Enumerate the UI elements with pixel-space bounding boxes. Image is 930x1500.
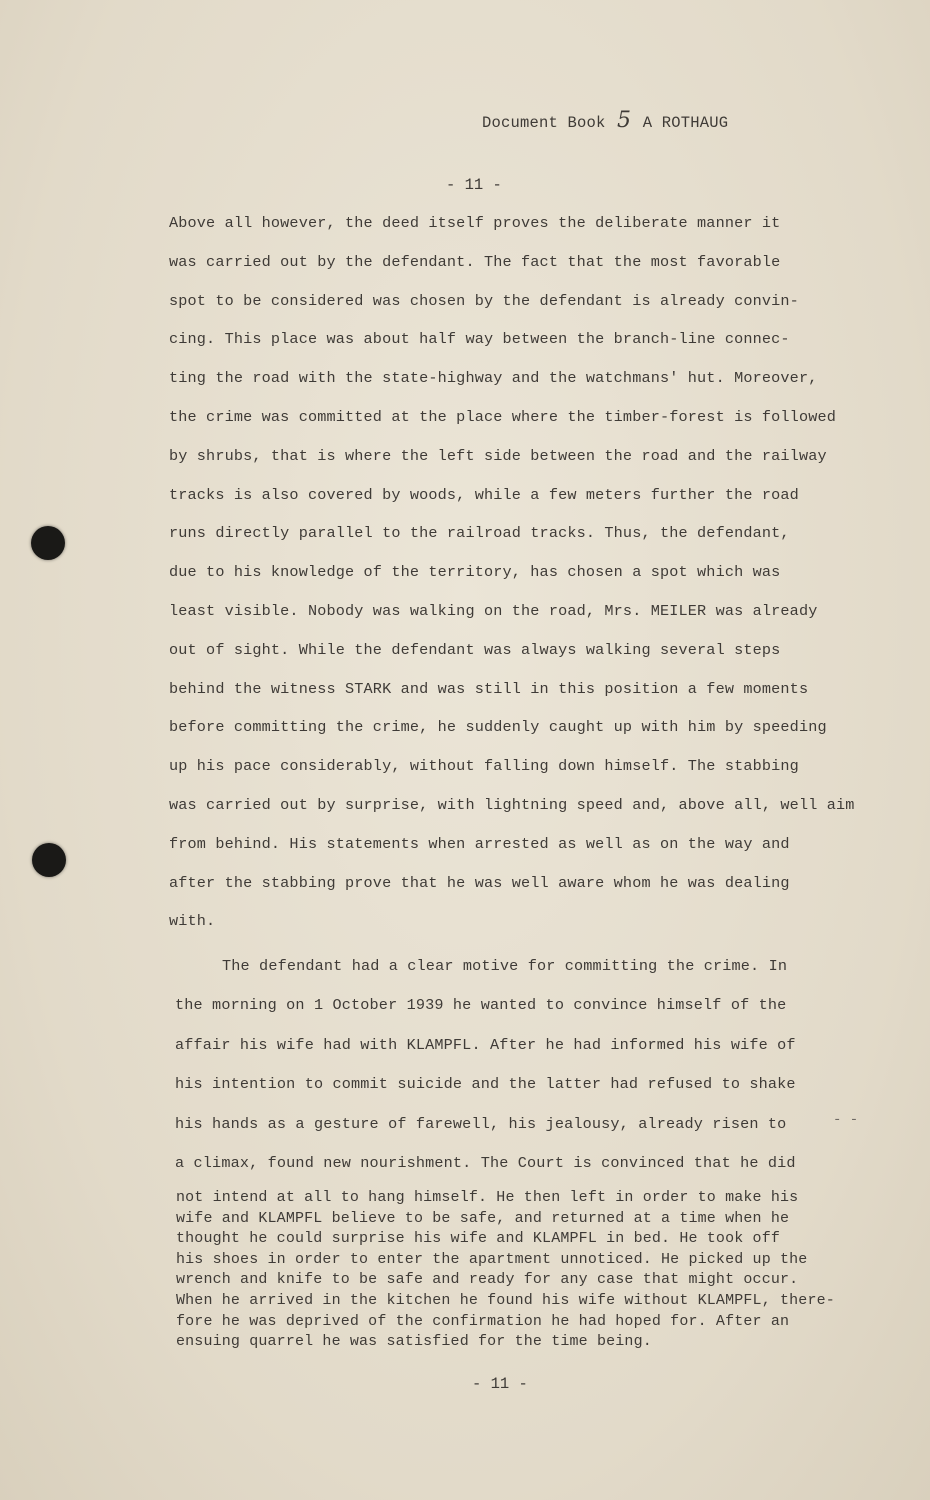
- text-line: tracks is also covered by woods, while a few meters further the road: [169, 485, 799, 504]
- punch-hole-bottom: [32, 843, 66, 877]
- text-line: fore he was deprived of the confirmation he had hoped for. After an: [176, 1312, 790, 1330]
- text-line: out of sight. While the defendant was always walking several steps: [169, 640, 781, 659]
- text-line: The defendant had a clear motive for committing the crime. In: [222, 957, 788, 975]
- text-line: his shoes in order to enter the apartment unnoticed. He picked up the: [176, 1250, 808, 1268]
- text-line: When he arrived in the kitchen he found his wife without KLAMPFL, there-: [176, 1291, 835, 1309]
- text-line: runs directly parallel to the railroad tracks. Thus, the defendant,: [169, 524, 790, 543]
- text-line: the morning on 1 October 1939 he wanted to convince himself of the: [175, 996, 787, 1015]
- margin-mark: - -: [833, 1112, 859, 1128]
- text-line: his intention to commit suicide and the latter had refused to shake: [175, 1075, 796, 1094]
- text-line: the crime was committed at the place where the timber-forest is followed: [169, 407, 837, 426]
- text-line: by shrubs, that is where the left side between the road and the railway: [169, 446, 827, 465]
- text-line: least visible. Nobody was walking on the road, Mrs. MEILER was already: [169, 601, 818, 620]
- page-number-bottom: - 11 -: [472, 1375, 528, 1393]
- text-line: Above all however, the deed itself proves the deliberate manner it: [169, 214, 781, 232]
- text-line: not intend at all to hang himself. He then left in order to make his: [176, 1189, 799, 1206]
- text-line: after the stabbing prove that he was well aware whom he was dealing: [169, 873, 790, 892]
- text-line: was carried out by the defendant. The fact that the most favorable: [169, 252, 781, 271]
- page-number-top: - 11 -: [446, 176, 502, 194]
- paragraph-2: [175, 955, 875, 1191]
- text-line: a climax, found new nourishment. The Court is convinced that he did: [175, 1153, 796, 1172]
- book-number: 5: [617, 108, 632, 133]
- punch-hole-top: [31, 526, 65, 560]
- text-line: cing. This place was about half way between the branch-line connec-: [169, 330, 790, 349]
- text-line: his hands as a gesture of farewell, his jealousy, already risen to: [175, 1114, 787, 1133]
- text-line: was carried out by surprise, with lightning speed and, above all, well aim: [169, 795, 855, 814]
- text-line: due to his knowledge of the territory, has chosen a spot which was: [169, 563, 781, 582]
- text-line: ting the road with the state-highway and the watchmans' hut. Moreover,: [169, 369, 818, 388]
- text-line: from behind. His statements when arrested as well as on the way and: [169, 834, 790, 853]
- text-line: spot to be considered was chosen by the defendant is already convin-: [169, 291, 799, 310]
- text-line: affair his wife had with KLAMPFL. After he had informed his wife of: [175, 1035, 796, 1054]
- text-line: thought he could surprise his wife and KLAMPFL in bed. He took off: [176, 1230, 780, 1248]
- text-line: up his pace considerably, without falling down himself. The stabbing: [169, 757, 799, 776]
- text-line: with.: [169, 912, 216, 931]
- text-line: wrench and knife to be safe and ready for any case that might occur.: [176, 1271, 799, 1289]
- text-line: ensuing quarrel he was satisfied for the time being.: [176, 1333, 652, 1351]
- text-line: before committing the crime, he suddenly caught up with him by speeding: [169, 718, 827, 737]
- text-line: wife and KLAMPFL believe to be safe, and returned at a time when he: [176, 1209, 790, 1227]
- document-header: [482, 108, 728, 133]
- paragraph-1: [169, 212, 869, 949]
- header-suffix: A ROTHAUG: [642, 114, 729, 132]
- text-line: behind the witness STARK and was still in this position a few moments: [169, 679, 809, 698]
- header-prefix: Document Book: [482, 114, 606, 132]
- paragraph-2-continuation: [176, 1188, 876, 1353]
